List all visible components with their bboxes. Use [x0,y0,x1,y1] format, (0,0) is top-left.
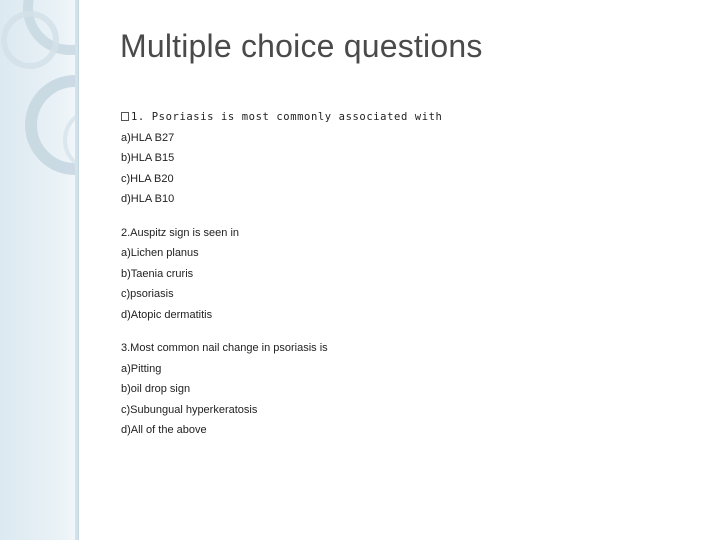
question-1-option-a: a)HLA B27 [121,131,175,144]
question-2-option-a: a)Lichen planus [121,247,199,259]
question-3-option-d: d)All of the above [121,424,207,436]
decorative-rings-icon [0,0,78,540]
question-2-option-c: c)psoriasis [121,288,174,300]
question-3-stem: 3.Most common nail change in psoriasis is [121,342,328,354]
question-2-option-d: d)Atopic dermatitis [121,308,213,321]
question-1-stem: 1. Psoriasis is most commonly associated with [121,111,681,124]
slide-title: Multiple choice questions [120,28,483,64]
question-2-option-b: b)Taenia cruris [121,267,194,280]
question-1-option-d: d)HLA B10 [121,193,175,205]
sidebar-edge [75,0,78,540]
question-3-option-c: c)Subungual hyperkeratosis [121,403,258,416]
question-1-option-b: b)HLA B15 [121,152,175,164]
question-list [121,111,681,445]
bullet-box-icon [121,112,129,121]
question-2-stem: 2.Auspitz sign is seen in [121,226,240,239]
question-3-option-b: b)oil drop sign [121,383,191,395]
question-3-option-a: a)Pitting [121,362,162,375]
decorative-sidebar [0,0,79,540]
question-1-option-c: c)HLA B20 [121,172,174,185]
